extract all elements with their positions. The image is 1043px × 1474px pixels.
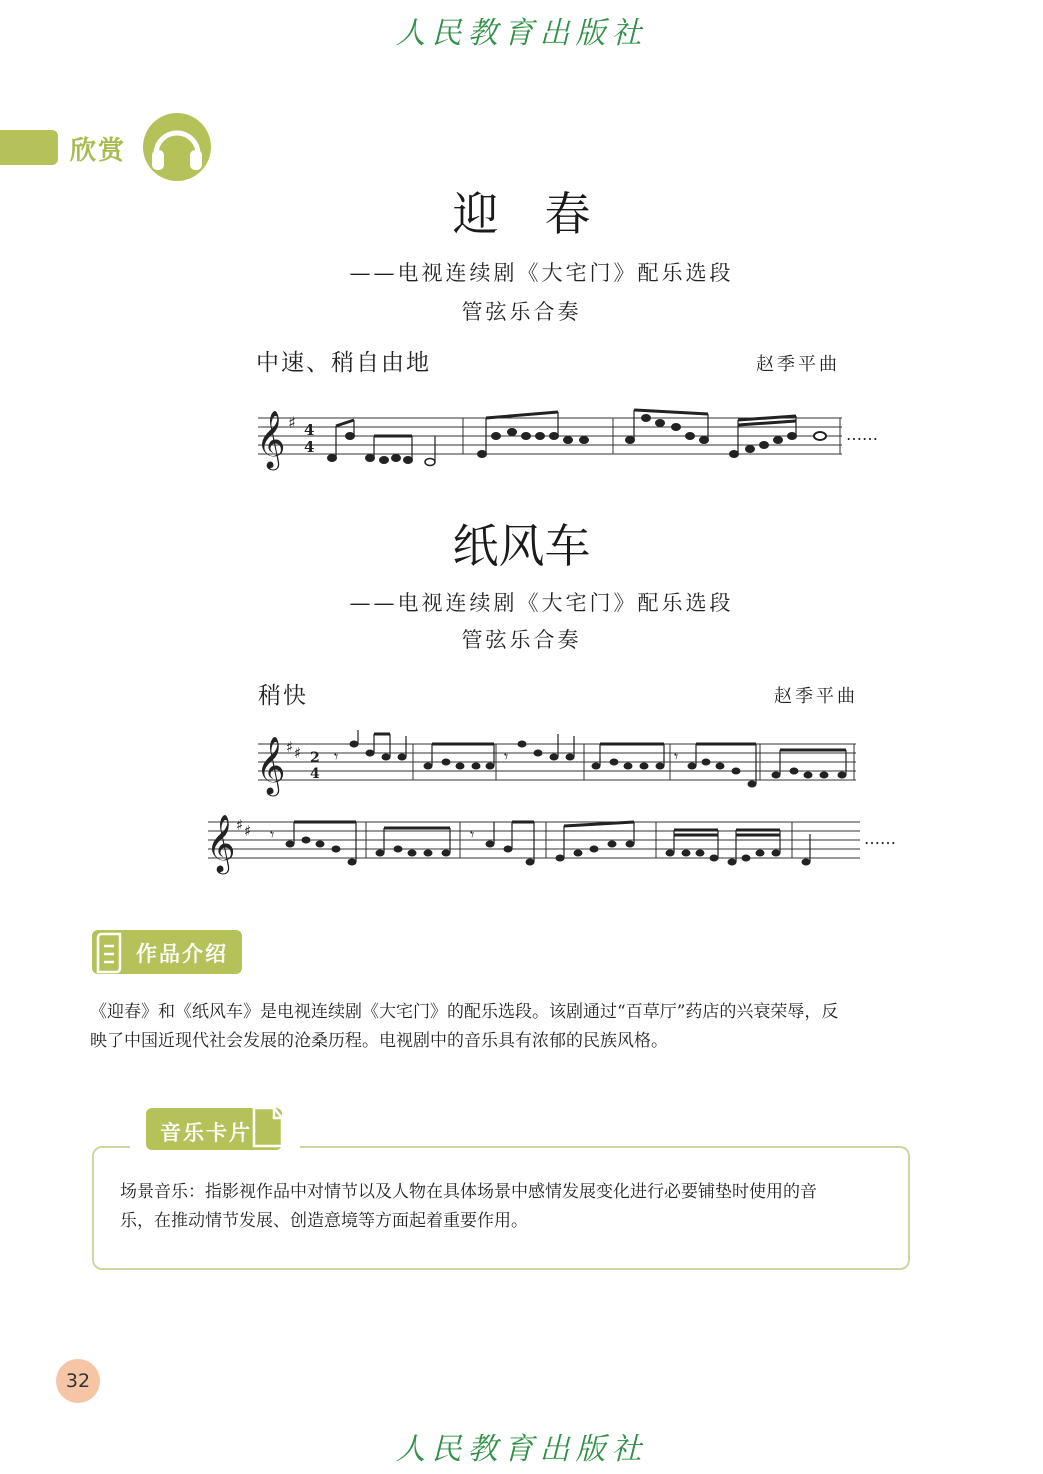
intro-line-2: 映了中国近现代社会发展的沧桑历程。电视剧中的音乐具有浓郁的民族风格。 [90,1031,668,1051]
publisher-logo-bottom: 人民教育出版社 [395,1432,648,1467]
piece2-staff-line1 [250,730,870,800]
music-card-line-1: 场景音乐：指影视作品中对情节以及人物在具体场景中感情发展变化进行必要铺垫时使用的音 [120,1182,817,1202]
key-signature-sharp: ♯ [236,816,244,834]
section-tab-label: 欣赏 [70,136,127,166]
piece1-ensemble: 管弦乐合奏 [461,300,582,324]
time-signature-bottom: 4 [310,766,320,782]
intro-paragraph [90,998,920,1056]
time-signature-top: 4 [304,421,315,439]
time-signature-top: 2 [310,750,320,766]
music-card-label: 音乐卡片 [160,1121,252,1145]
page-number: 32 [56,1359,100,1403]
continuation-dots: …… [846,425,878,444]
svg-text:𝄾: 𝄾 [470,825,475,844]
continuation-dots: …… [864,829,896,848]
treble-clef-icon: 𝄞 [256,410,286,468]
piece1-title: 迎 春 [452,187,591,241]
section-tab-bar [0,130,58,165]
piece1-tempo: 中速、稍自由地 [256,350,431,376]
piece1-subtitle: ——电视连续剧《大宅门》配乐选段 [349,261,734,285]
piece1-staff [250,396,900,476]
svg-text:𝄾: 𝄾 [334,747,339,766]
music-card-text [120,1178,890,1236]
piece2-tempo: 稍快 [258,683,308,709]
card-icon [250,1102,286,1150]
intro-section-label: 作品介绍 [136,942,228,966]
piece2-composer: 赵季平曲 [774,686,858,707]
piece2-ensemble: 管弦乐合奏 [461,628,582,652]
intro-line-1: 《迎春》和《纸风车》是电视连续剧《大宅门》的配乐选段。该剧通过“百草厅”药店的兴衰荣辱，反 [90,1002,839,1022]
svg-text:𝄾: 𝄾 [674,747,679,766]
key-signature-sharp: ♯ [286,738,294,756]
svg-text:𝄾: 𝄾 [504,747,509,766]
piece1-composer: 赵季平曲 [756,354,840,375]
key-signature-sharp: ♯ [294,744,302,762]
key-signature-sharp: ♯ [244,822,252,840]
music-card-line-2: 乐，在推动情节发展、创造意境等方面起着重要作用。 [120,1211,528,1231]
key-signature-sharp: ♯ [288,413,296,432]
time-signature-bottom: 4 [304,438,315,456]
treble-clef-icon: 𝄞 [206,814,236,872]
publisher-logo-top: 人民教育出版社 [395,16,648,51]
piece2-title: 纸风车 [452,519,591,573]
treble-clef-icon: 𝄞 [256,736,286,794]
piece2-subtitle: ——电视连续剧《大宅门》配乐选段 [349,591,734,615]
scroll-icon [92,930,128,974]
headphones-icon [142,112,212,182]
piece2-staff-line2 [200,808,920,878]
svg-text:𝄾: 𝄾 [270,825,275,844]
